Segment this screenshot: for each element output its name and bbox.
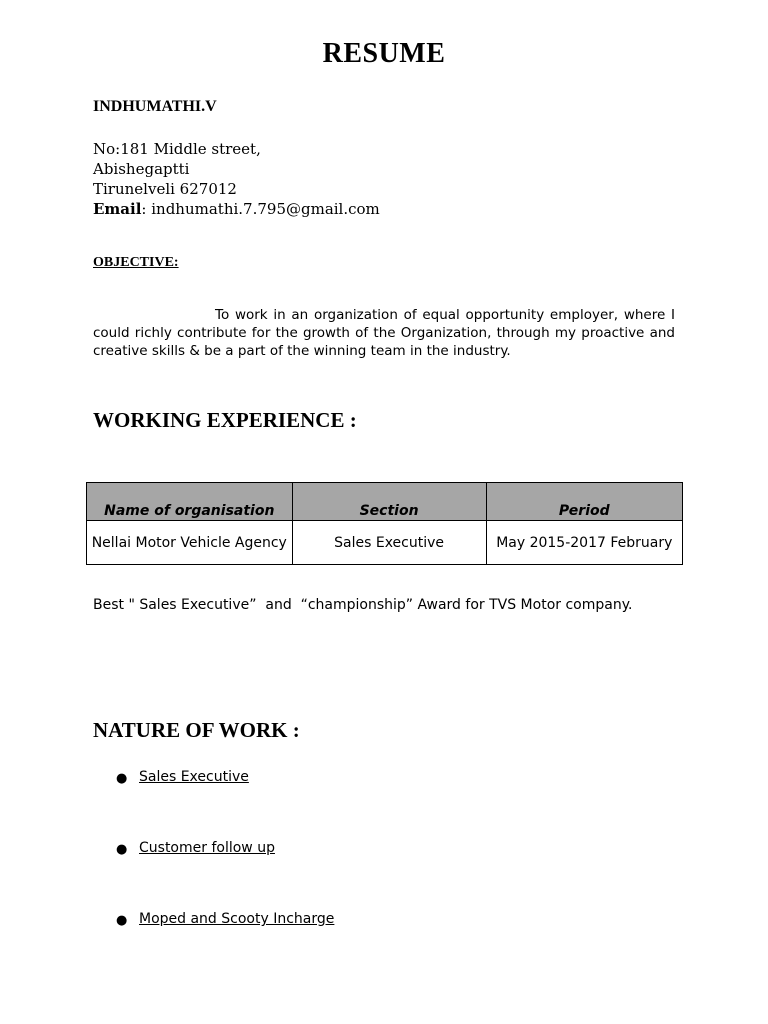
nature-of-work-heading: NATURE OF WORK : [93,718,300,742]
applicant-name: INDHUMATHI.V [93,98,217,115]
bullet-icon: ● [116,771,128,786]
objective-heading: OBJECTIVE: [93,255,179,270]
table-cell-organisation: Nellai Motor Vehicle Agency [87,521,293,565]
bullet-icon: ● [116,842,128,857]
email-label: Email [93,200,142,218]
table-cell-period: May 2015-2017 February [486,521,682,565]
table-header-section: Section [292,483,486,521]
address-line-3: Tirunelveli 627012 [93,180,237,198]
list-item-label: Moped and Scooty Incharge [139,911,335,927]
list-item-label: Sales Executive [139,769,249,785]
address-line-1: No:181 Middle street, [93,140,261,158]
table-row [87,521,683,565]
table-header-organisation: Name of organisation [87,483,293,521]
experience-table [86,482,683,565]
email-value: : indhumathi.7.795@gmail.com [141,200,380,218]
contact-block [93,139,380,219]
objective-text: To work in an organization of equal opportunity employer, where I could richly contribute for the growth of the Organization, through my proactive and creative skills & be a part of the winning team in the industry. [93,307,675,359]
table-cell-section: Sales Executive [292,521,486,565]
address-line-2: Abishegaptti [93,160,190,178]
award-text: Best " Sales Executive” and “championship” Award for TVS Motor company. [93,597,633,613]
table-header-row [87,483,683,521]
bullet-icon: ● [116,913,128,928]
list-item-label: Customer follow up [139,840,275,856]
working-experience-heading: WORKING EXPERIENCE : [93,408,357,432]
email-line [93,199,380,219]
table-header-period: Period [486,483,682,521]
page-title: RESUME [322,38,446,69]
